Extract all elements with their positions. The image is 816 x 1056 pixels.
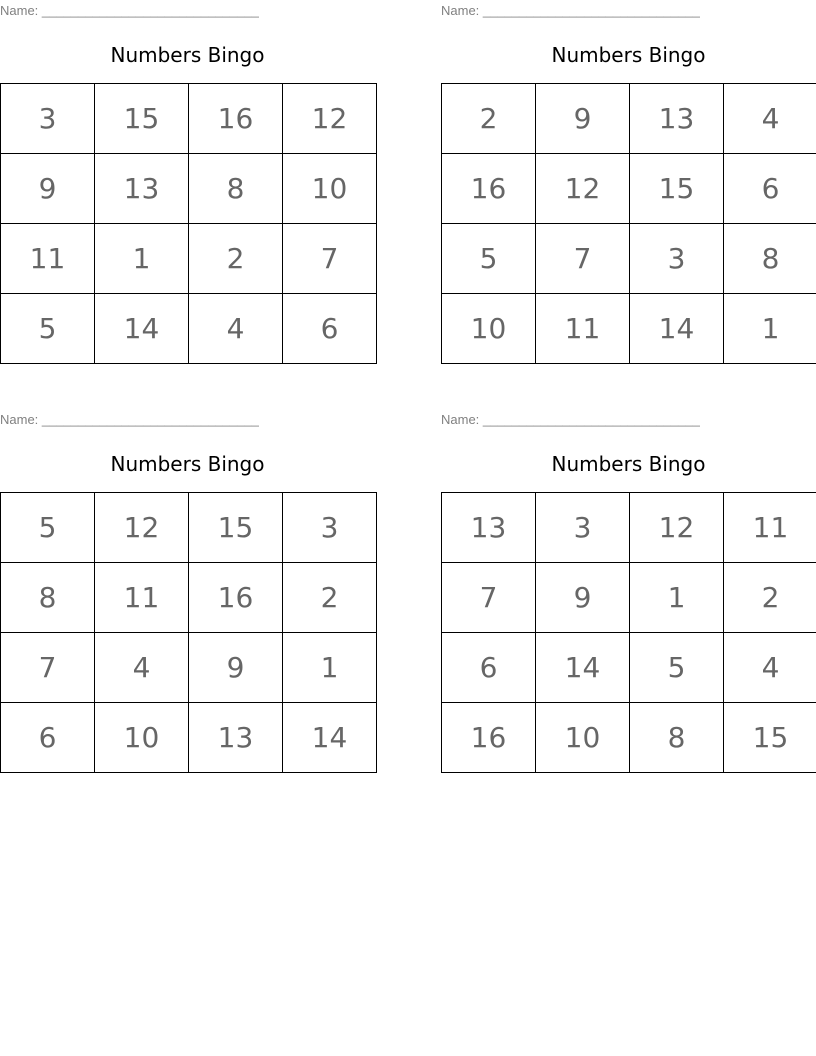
name-line: Name: ______________________________ bbox=[0, 412, 259, 427]
bingo-cell: 2 bbox=[283, 563, 377, 633]
bingo-cell: 16 bbox=[189, 563, 283, 633]
bingo-cell: 11 bbox=[536, 294, 630, 364]
bingo-cell: 3 bbox=[536, 493, 630, 563]
bingo-cell: 16 bbox=[442, 703, 536, 773]
name-line: Name: ______________________________ bbox=[0, 3, 259, 18]
bingo-cell: 6 bbox=[1, 703, 95, 773]
bingo-grid bbox=[441, 492, 816, 773]
bingo-grid bbox=[0, 83, 377, 364]
bingo-cell: 16 bbox=[189, 84, 283, 154]
bingo-card-2 bbox=[441, 0, 816, 375]
bingo-cell: 4 bbox=[724, 84, 816, 154]
card-title: Numbers Bingo bbox=[110, 43, 265, 67]
bingo-cell: 14 bbox=[630, 294, 724, 364]
card-title: Numbers Bingo bbox=[551, 43, 706, 67]
bingo-cell: 1 bbox=[630, 563, 724, 633]
bingo-cell: 4 bbox=[189, 294, 283, 364]
bingo-cell: 12 bbox=[283, 84, 377, 154]
bingo-cell: 14 bbox=[536, 633, 630, 703]
grid-row bbox=[1, 633, 377, 703]
bingo-cell: 12 bbox=[630, 493, 724, 563]
bingo-cell: 11 bbox=[1, 224, 95, 294]
bingo-card-4 bbox=[441, 409, 816, 784]
bingo-cell: 8 bbox=[724, 224, 816, 294]
bingo-cell: 9 bbox=[1, 154, 95, 224]
bingo-cell: 15 bbox=[189, 493, 283, 563]
bingo-cell: 5 bbox=[630, 633, 724, 703]
bingo-cell: 12 bbox=[536, 154, 630, 224]
bingo-cell: 3 bbox=[1, 84, 95, 154]
bingo-cell: 13 bbox=[630, 84, 724, 154]
bingo-cell: 9 bbox=[536, 563, 630, 633]
bingo-cell: 2 bbox=[442, 84, 536, 154]
bingo-cell: 5 bbox=[442, 224, 536, 294]
grid-row bbox=[442, 154, 816, 224]
card-title: Numbers Bingo bbox=[551, 452, 706, 476]
bingo-cell: 1 bbox=[95, 224, 189, 294]
bingo-cell: 1 bbox=[283, 633, 377, 703]
bingo-cell: 14 bbox=[95, 294, 189, 364]
bingo-cell: 4 bbox=[95, 633, 189, 703]
bingo-cell: 2 bbox=[724, 563, 816, 633]
bingo-cell: 9 bbox=[189, 633, 283, 703]
name-line: Name: ______________________________ bbox=[441, 412, 700, 427]
bingo-cell: 10 bbox=[95, 703, 189, 773]
bingo-cell: 15 bbox=[630, 154, 724, 224]
bingo-cell: 2 bbox=[189, 224, 283, 294]
bingo-cell: 7 bbox=[283, 224, 377, 294]
bingo-cell: 5 bbox=[1, 294, 95, 364]
grid-row bbox=[442, 563, 816, 633]
bingo-cell: 12 bbox=[95, 493, 189, 563]
bingo-cell: 8 bbox=[630, 703, 724, 773]
bingo-cell: 15 bbox=[95, 84, 189, 154]
bingo-cell: 13 bbox=[442, 493, 536, 563]
bingo-cell: 13 bbox=[189, 703, 283, 773]
bingo-cell: 8 bbox=[1, 563, 95, 633]
grid-row bbox=[1, 224, 377, 294]
bingo-cell: 6 bbox=[724, 154, 816, 224]
bingo-cell: 11 bbox=[95, 563, 189, 633]
name-line: Name: ______________________________ bbox=[441, 3, 700, 18]
bingo-cell: 13 bbox=[95, 154, 189, 224]
grid-row bbox=[442, 224, 816, 294]
grid-row bbox=[442, 633, 816, 703]
bingo-grid bbox=[0, 492, 377, 773]
grid-row bbox=[1, 563, 377, 633]
grid-row bbox=[442, 84, 816, 154]
grid-row bbox=[1, 154, 377, 224]
bingo-cell: 14 bbox=[283, 703, 377, 773]
bingo-card-1 bbox=[0, 0, 375, 375]
bingo-grid bbox=[441, 83, 816, 364]
bingo-cell: 7 bbox=[442, 563, 536, 633]
bingo-cell: 3 bbox=[283, 493, 377, 563]
bingo-cell: 15 bbox=[724, 703, 816, 773]
bingo-cell: 1 bbox=[724, 294, 816, 364]
bingo-cell: 3 bbox=[630, 224, 724, 294]
bingo-cell: 6 bbox=[283, 294, 377, 364]
bingo-cell: 10 bbox=[442, 294, 536, 364]
grid-row bbox=[442, 294, 816, 364]
bingo-cell: 10 bbox=[536, 703, 630, 773]
grid-row bbox=[1, 703, 377, 773]
bingo-cell: 5 bbox=[1, 493, 95, 563]
bingo-card-3 bbox=[0, 409, 375, 784]
bingo-cell: 4 bbox=[724, 633, 816, 703]
grid-row bbox=[442, 703, 816, 773]
grid-row bbox=[1, 493, 377, 563]
bingo-cell: 7 bbox=[1, 633, 95, 703]
bingo-cell: 11 bbox=[724, 493, 816, 563]
bingo-cell: 8 bbox=[189, 154, 283, 224]
bingo-cell: 9 bbox=[536, 84, 630, 154]
grid-row bbox=[442, 493, 816, 563]
bingo-cell: 16 bbox=[442, 154, 536, 224]
bingo-cell: 6 bbox=[442, 633, 536, 703]
card-title: Numbers Bingo bbox=[110, 452, 265, 476]
grid-row bbox=[1, 84, 377, 154]
bingo-cell: 10 bbox=[283, 154, 377, 224]
grid-row bbox=[1, 294, 377, 364]
bingo-cell: 7 bbox=[536, 224, 630, 294]
